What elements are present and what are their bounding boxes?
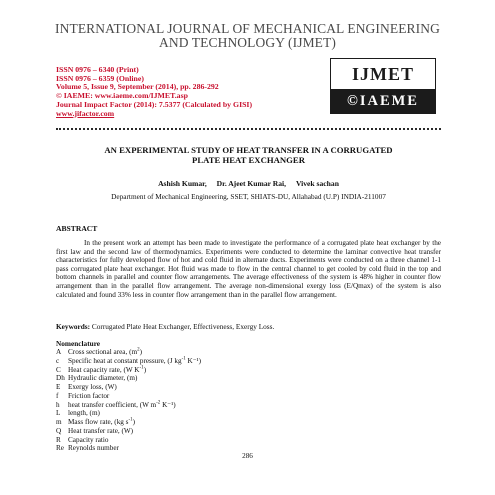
nomenclature-description: Cross sectional area, (m <box>68 348 138 356</box>
nomenclature-unit-exponent: -1 <box>181 356 186 362</box>
nomenclature-symbol: Q <box>56 426 62 435</box>
author-name: Vivek sachan <box>295 179 339 188</box>
nomenclature-symbol: E <box>56 383 61 391</box>
nomenclature-symbol: L <box>56 409 61 418</box>
journal-logo <box>330 58 436 114</box>
paper-title-line2: PLATE HEAT EXCHANGER <box>192 155 305 165</box>
affiliation: Department of Mechanical Engineering, SSET, SHIATS-DU, Allahabad (U.P) INDIA-211007 <box>111 192 386 201</box>
nomenclature-unit-exponent: 2 <box>137 347 140 353</box>
nomenclature-symbol: C <box>56 365 61 374</box>
nomenclature-description: Exergy loss, (W) <box>68 383 117 391</box>
nomenclature-unit-exponent: -1 <box>128 417 133 423</box>
nomenclature-item <box>56 366 201 375</box>
nomenclature-heading: Nomenclature <box>56 339 101 348</box>
journal-meta <box>56 66 252 118</box>
nomenclature-unit-tail: K⁻¹) <box>185 356 202 365</box>
nomenclature-unit-exponent: -1 <box>139 365 144 371</box>
nomenclature-item <box>56 436 201 445</box>
paper-title-line1: AN EXPERIMENTAL STUDY OF HEAT TRANSFER IN A CORRUGATED <box>104 145 393 155</box>
nomenclature-item <box>56 427 201 436</box>
journal-title-line1: INTERNATIONAL JOURNAL OF MECHANICAL ENGINEERING <box>55 21 440 36</box>
nomenclature-item <box>56 418 201 427</box>
nomenclature-symbol: Re <box>56 444 64 453</box>
nomenclature-description: Capacity ratio <box>68 435 109 444</box>
header-divider <box>56 128 441 130</box>
nomenclature-item <box>56 392 201 401</box>
issn-print: ISSN 0976 – 6340 (Print) <box>56 65 139 74</box>
nomenclature-symbol: R <box>56 435 61 444</box>
nomenclature-symbol: c <box>56 356 60 365</box>
nomenclature-description: heat transfer coefficient, (W m <box>68 400 157 409</box>
keywords-line <box>56 322 441 331</box>
nomenclature-description: Specific heat at constant pressure, (J kg <box>68 356 182 365</box>
nomenclature-item <box>56 348 201 357</box>
journal-title-line2: AND TECHNOLOGY (IJMET) <box>159 35 336 50</box>
nomenclature-symbol: A <box>56 348 62 356</box>
nomenclature-unit-exponent: -2 <box>156 400 161 406</box>
copyright-line[interactable]: © IAEME: www.iaeme.com/IJMET.asp <box>56 91 188 101</box>
impact-factor: Journal Impact Factor (2014): 7.5377 (Calculated by GISI) <box>56 99 253 109</box>
logo-top-text: IJMET <box>331 59 435 89</box>
author-name: Ashish Kumar, <box>158 179 207 188</box>
nomenclature-unit-tail: K⁻¹) <box>160 400 176 409</box>
nomenclature-unit-tail: ) <box>132 418 136 426</box>
abstract-text: In the present work an attempt has been made to investigate the performance of a corrugated plate heat exchanger by the first law and the second law of thermodynamics. Experiments were conducted to determine the laminar convective heat transfer characteristics for fully developed flow of hot and cold fluid in alternate ducts. Experiments were conducted on a three channel 1-1 pass corrugated plate heat exchanger. Hot fluid was made to flow in the central channel to get cooled by cold fluid in the top and bottom channels in parallel and counter flow arrangements. The average effectiveness of the system is 48% higher in counter flow arrangement than in the parallel flow arrangement. The average non-dimensional exergy loss (E/Qmax) of the system is also calculated and found 33% less in counter flow arrangement than in the parallel flow arrangement. <box>56 239 441 299</box>
author-name: Dr. Ajeet Kumar Rai, <box>216 179 287 188</box>
nomenclature-description: Heat capacity rate, (W K <box>68 365 140 374</box>
nomenclature-symbol: m <box>56 418 62 426</box>
volume-info: Volume 5, Issue 9, September (2014), pp. 286-292 <box>56 82 219 92</box>
nomenclature-unit-tail: ) <box>143 365 147 374</box>
author-list <box>56 179 441 188</box>
nomenclature-symbol: f <box>56 391 59 400</box>
nomenclature-description: length, (m) <box>68 409 100 418</box>
website-link[interactable]: www.jifactor.com <box>56 108 115 118</box>
logo-bottom-text: ©IAEME <box>331 89 435 113</box>
nomenclature-description: Mass flow rate, (kg s <box>68 418 129 426</box>
nomenclature-symbol: Dh <box>56 374 65 383</box>
abstract-heading: ABSTRACT <box>56 224 98 233</box>
nomenclature-unit-tail: ) <box>139 348 142 356</box>
nomenclature-item <box>56 383 201 392</box>
page-number: 286 <box>242 452 253 460</box>
nomenclature-symbol: h <box>56 400 60 409</box>
nomenclature-list <box>56 348 201 453</box>
nomenclature-description: Reynolds number <box>68 444 119 453</box>
nomenclature-item <box>56 401 201 410</box>
keywords-text: Corrugated Plate Heat Exchanger, Effectiveness, Exergy Loss. <box>91 322 275 331</box>
keywords-label: Keywords: <box>56 322 91 331</box>
nomenclature-item <box>56 374 201 383</box>
journal-title <box>20 22 475 50</box>
nomenclature-description: Hydraulic diameter, (m) <box>68 374 138 383</box>
paper-title <box>56 145 441 165</box>
nomenclature-item <box>56 357 201 366</box>
nomenclature-description: Friction factor <box>68 391 110 400</box>
issn-online: ISSN 0976 – 6359 (Online) <box>56 73 144 83</box>
nomenclature-description: Heat transfer rate, (W) <box>68 426 134 435</box>
